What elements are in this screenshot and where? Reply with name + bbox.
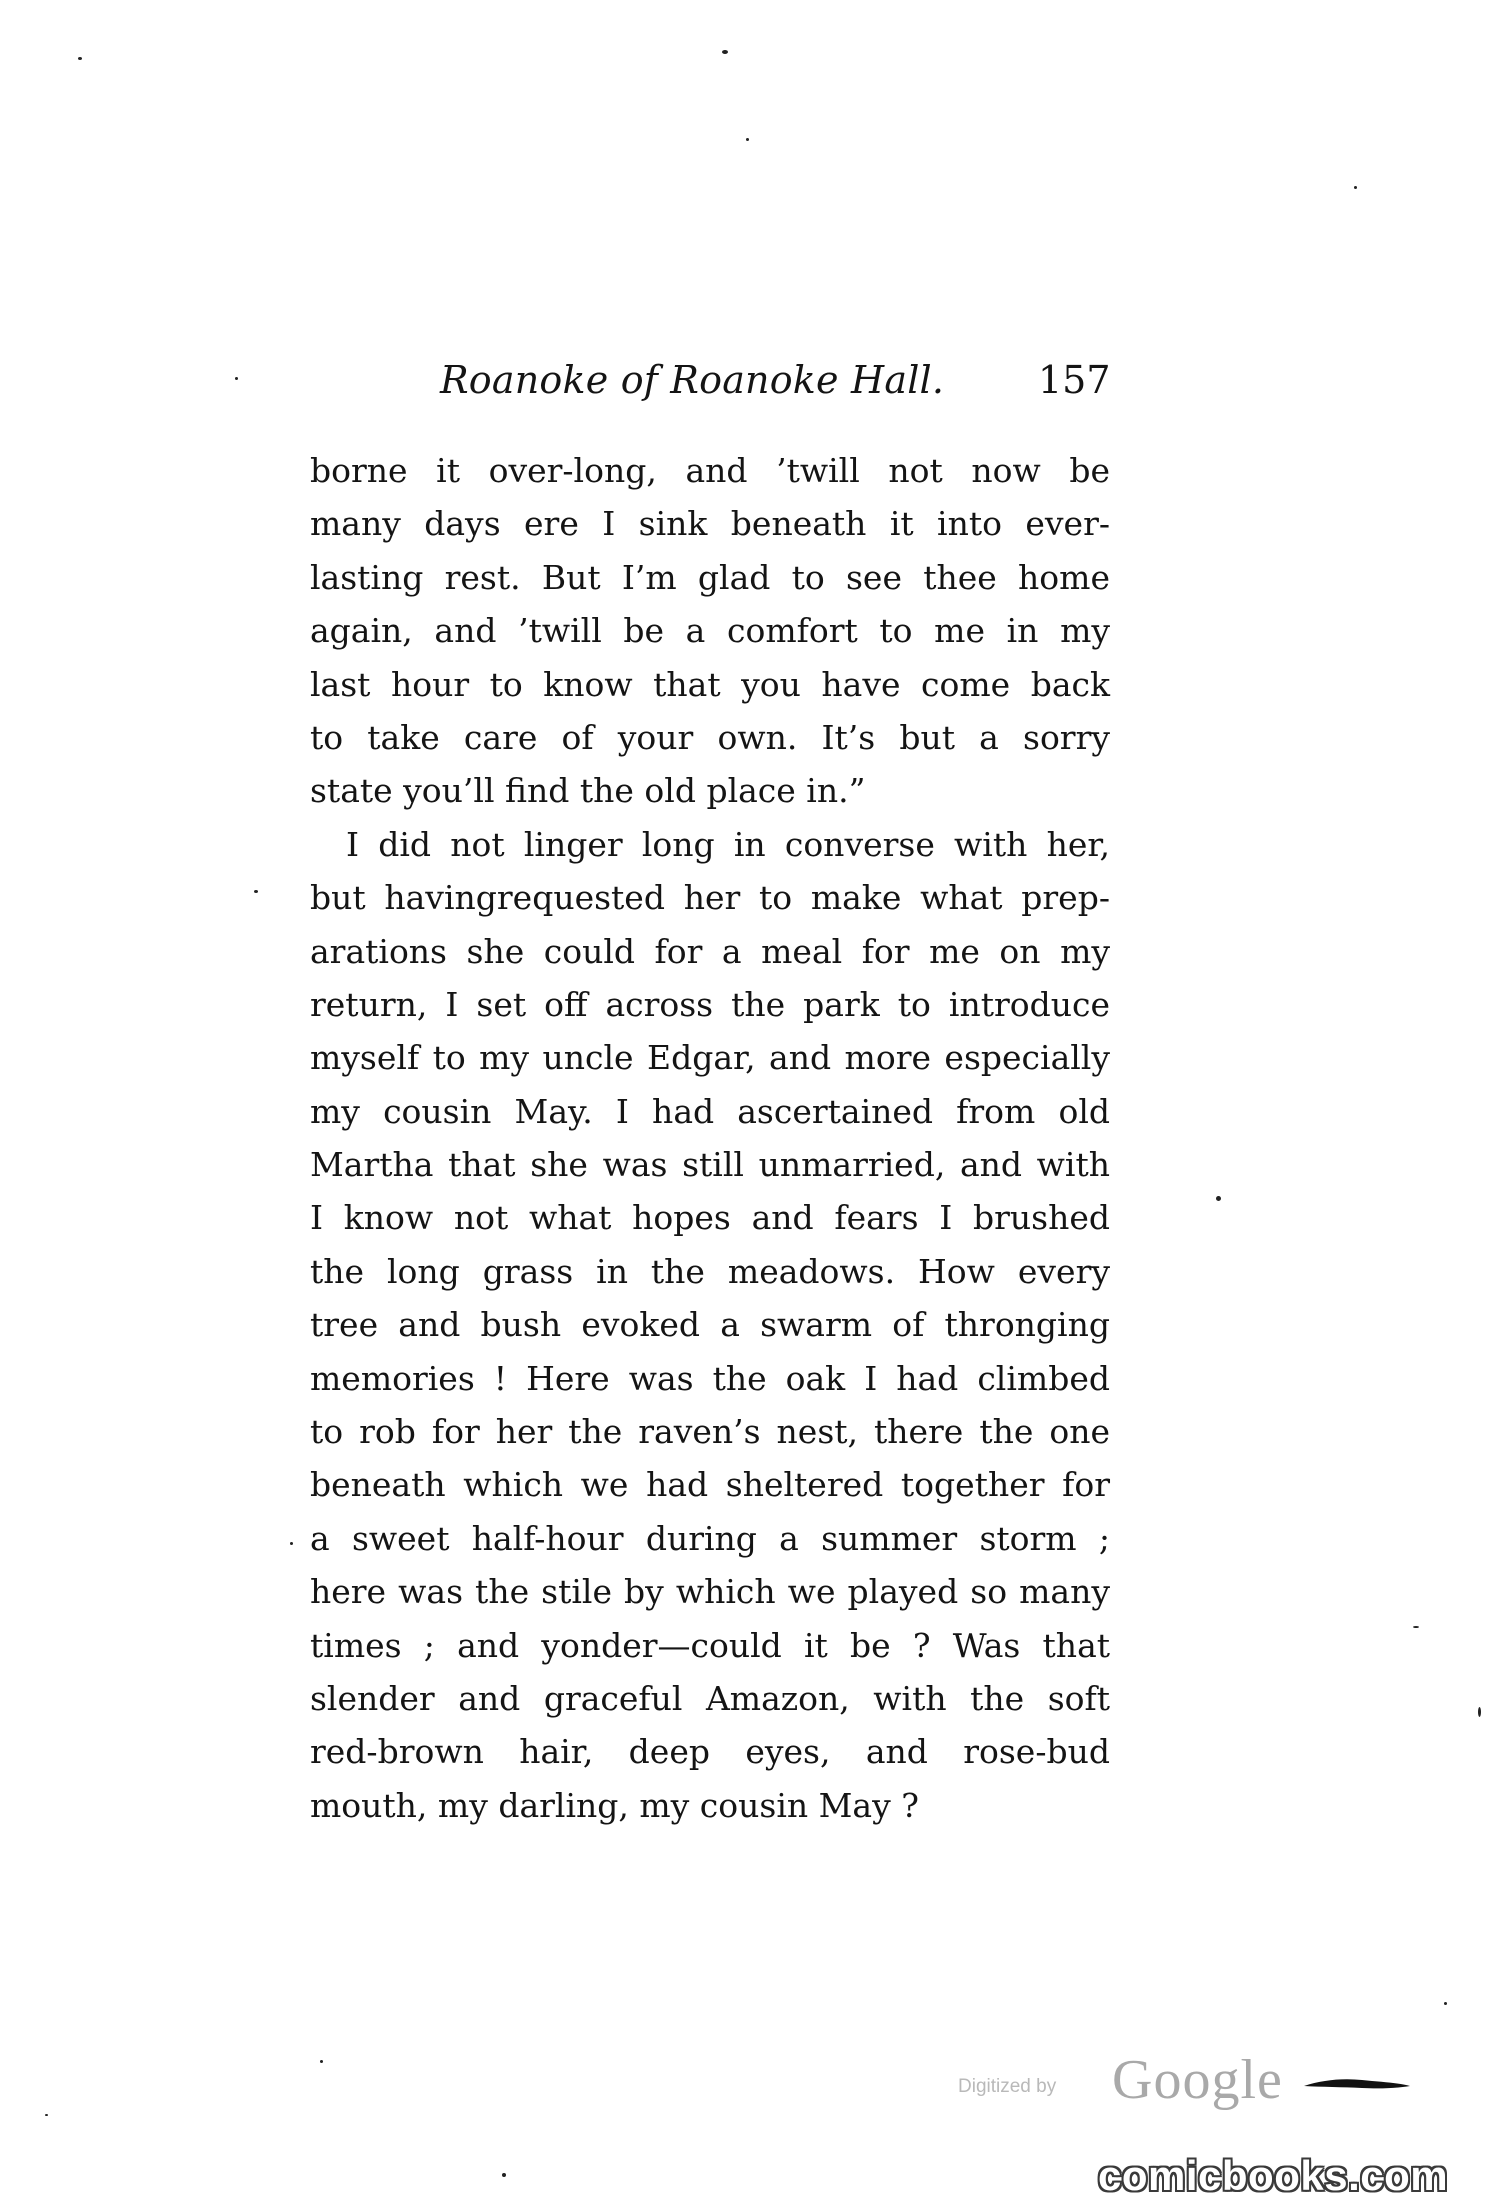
scan-speck <box>1413 1626 1419 1628</box>
text-line: again, and ’twill be a comfort to me in my <box>310 611 1110 651</box>
text-line: Martha that she was still unmarried, and with <box>310 1145 1110 1185</box>
text-line: lasting rest. But I’m glad to see thee home <box>310 557 1110 597</box>
running-head <box>440 358 1120 418</box>
google-logo: Google <box>1112 2049 1283 2111</box>
text-line: beneath which we had sheltered together for <box>310 1465 1110 1505</box>
text-line: a sweet half-hour during a summer storm ; <box>310 1518 1110 1558</box>
page-number: 157 <box>1038 358 1111 402</box>
text-line: many days ere I sink beneath it into ever- <box>310 504 1110 544</box>
text-line: last hour to know that you have come back <box>310 664 1110 704</box>
swoosh-icon <box>1302 2074 1412 2094</box>
text-line: myself to my uncle Edgar, and more especially <box>310 1038 1110 1078</box>
text-line: red-brown hair, deep eyes, and rose-bud <box>310 1732 1110 1772</box>
text-line: to take care of your own. It’s but a sorry <box>310 717 1110 757</box>
site-watermark: comicbooks.com <box>1098 2152 1449 2199</box>
text-line: arations she could for a meal for me on my <box>310 931 1110 971</box>
text-line: but havingrequested her to make what prep- <box>310 878 1110 918</box>
scan-speck <box>1478 1707 1481 1717</box>
text-line: mouth, my darling, my cousin May ? <box>310 1785 919 1825</box>
text-line: state you’ll find the old place in.” <box>310 771 866 811</box>
running-title: Roanoke of Roanoke Hall. <box>440 358 945 402</box>
text-line: the long grass in the meadows. How every <box>310 1251 1110 1291</box>
scan-speck <box>1216 1196 1221 1201</box>
scan-speck <box>320 2060 323 2063</box>
text-line: to rob for her the raven’s nest, there the one <box>310 1412 1110 1452</box>
text-line: my cousin May. I had ascertained from old <box>310 1091 1110 1131</box>
text-line: I did not linger long in converse with her, <box>346 824 1110 864</box>
text-line: return, I set off across the park to introduce <box>310 984 1110 1024</box>
text-line: memories ! Here was the oak I had climbed <box>310 1358 1110 1398</box>
scan-speck <box>722 50 728 54</box>
scan-speck <box>290 1542 293 1545</box>
scan-speck <box>1444 2002 1447 2005</box>
text-line: times ; and yonder—could it be ? Was that <box>310 1625 1110 1665</box>
scan-speck <box>502 2173 506 2177</box>
body-text <box>310 444 1110 1832</box>
scan-speck <box>746 138 749 141</box>
digitized-by-label: Digitized by <box>958 2076 1057 2097</box>
scan-speck <box>235 377 238 380</box>
text-line: tree and bush evoked a swarm of thronging <box>310 1305 1110 1345</box>
text-line: here was the stile by which we played so many <box>310 1572 1110 1612</box>
scan-speck <box>254 890 258 893</box>
text-line: I know not what hopes and fears I brushed <box>310 1198 1110 1238</box>
scan-speck <box>45 2114 48 2116</box>
google-watermark <box>958 2048 1418 2118</box>
scan-speck <box>78 57 82 60</box>
text-line: slender and graceful Amazon, with the soft <box>310 1678 1110 1718</box>
text-line: borne it over-long, and ’twill not now be <box>310 451 1110 490</box>
scan-speck <box>1354 186 1357 189</box>
